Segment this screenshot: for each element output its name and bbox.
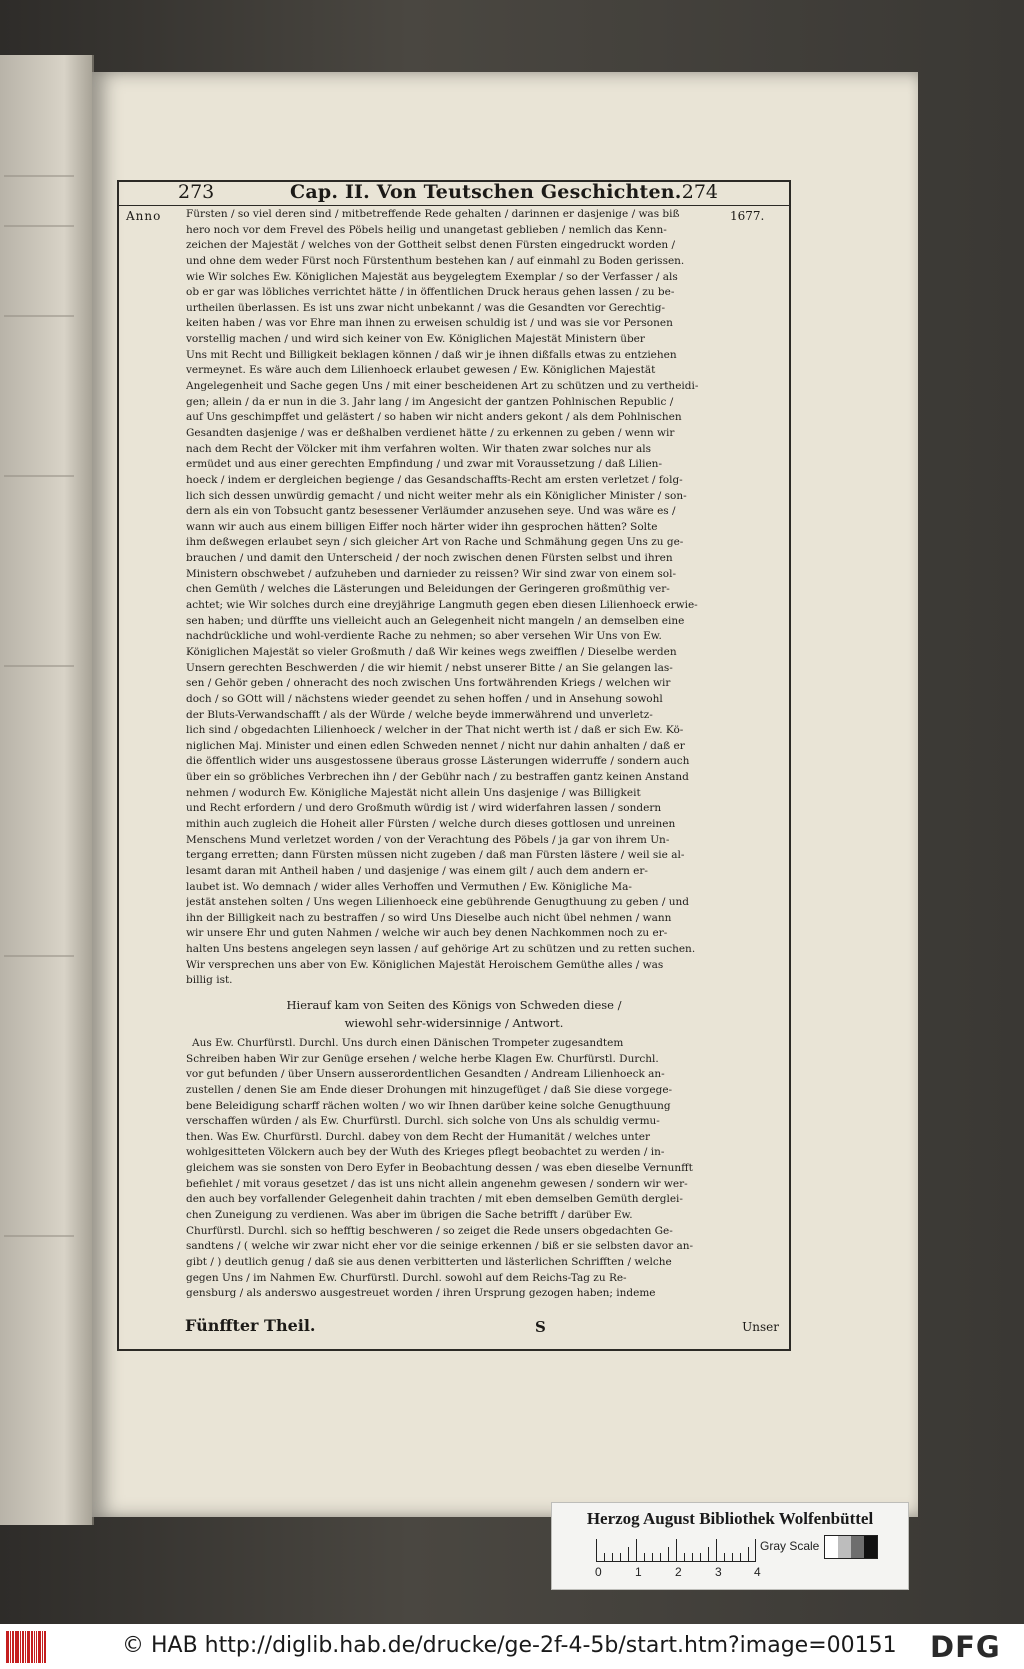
text-line: „ gibt / ) deutlich genug / daß sie aus denen verbitterten und lästerlichen Schrifften / welche [186,1255,722,1271]
text-line: » urtheilen überlassen. Es ist uns zwar nicht unbekannt / was die Gesandten vor Gerechtig- [186,301,722,317]
text-line: » sen haben; und dürffte uns vielleicht auch an Gelegenheit nicht mangeln / an demselben eine [186,614,722,630]
text-line: » halten Uns bestens angelegen seyn lassen / auf gehörige Art zu schützen und zu retten suchen. [186,942,722,958]
section-heading-line-1: Hierauf kam von Seiten des Königs von Schweden diese / [286,998,622,1012]
gray-scale-swatch [824,1535,878,1559]
ruler-number: 4 [754,1565,761,1579]
section-heading-line-2: wiewohl sehr-widersinnige / Antwort. [344,1016,564,1030]
text-line: » vermeynet. Es wäre auch dem Lilienhoeck erlaubet gewesen / Ew. Königlichen Majestät [186,363,722,379]
text-line: „ bene Beleidigung scharff rächen wolten / wo wir Ihnen darüber keine solche Genugthuung [186,1099,722,1115]
page-footer [117,1312,791,1344]
library-name: Herzog August Bibliothek Wolfenbüttel [586,1509,874,1528]
text-line: » gen; allein / da er nun in die 3. Jahr lang / im Angesicht der gantzen Pohlnischen Republic / [186,395,722,411]
text-line: „ befiehlet / mit voraus gesetzet / das ist uns nicht allein angenehm gewesen / sondern wir wer- [186,1177,722,1193]
ruler-number: 3 [715,1565,722,1579]
text-line: » mithin auch zugleich die Hoheit aller Fürsten / welche durch dieses gottlosen und unreinen [186,817,722,833]
text-line: » Fürsten / so viel deren sind / mitbetreffende Rede gehalten / darinnen er dasjenige / was biß [186,207,722,223]
text-line: » hoeck / indem er dergleichen begienge / das Gesandschaffts-Recht am ersten verletzet / folg- [186,473,722,489]
text-line: „ verschaffen würden / als Ew. Churfürstl. Durchl. sich solche von Uns als schuldig vermu- [186,1114,722,1130]
text-line: „ gegen Uns / im Nahmen Ew. Churfürstl. Durchl. sowohl auf dem Reichs-Tag zu Re- [186,1271,722,1287]
text-line: » nach dem Recht der Völcker mit ihm verfahren wolten. Wir thaten zwar solches nur als [186,442,722,458]
ruler-number: 0 [595,1565,602,1579]
scale-ruler [596,1539,756,1562]
text-line: » der Bluts-Verwandschafft / als der Würde / welche beyde immerwährend und unverletz- [186,708,722,724]
text-line: „ zustellen / denen Sie am Ende dieser Drohungen mit hinzugefüget / daß Sie diese vorgege- [186,1083,722,1099]
text-line: » ob er gar was löbliches verrichtet hätte / in öffentlichen Druck heraus gehen lassen / zu be- [186,285,722,301]
reply-body [186,1036,722,1302]
library-color-chart [551,1502,909,1590]
text-line: » Unsern gerechten Beschwerden / die wir hiemit / nebst unserer Bitte / an Sie gelangen las- [186,661,722,677]
volume-label: Fünffter Theil. [185,1316,316,1335]
text-line: „ sandtens / ( welche wir zwar nicht eher vor die seinige erkennen / biß er sie selbsten davor an- [186,1239,722,1255]
text-line: „ Churfürstl. Durchl. sich so hefftig beschweren / so zeiget die Rede unsers obgedachten Ge- [186,1224,722,1240]
text-line: » über ein so gröbliches Verbrechen ihn / der Gebühr nach / zu bestraffen gantz keinen Anstand [186,770,722,786]
text-line: » Angelegenheit und Sache gegen Uns / mit einer bescheidenen Art zu schützen und zu vertheidi- [186,379,722,395]
text-line: „ gensburg / als anderswo ausgestreuet worden / ihren Ursprung gezogen haben; indeme [186,1286,722,1302]
text-line: » wie Wir solches Ew. Königlichen Majestät aus beygelegtem Exemplar / so der Verfasser / als [186,270,722,286]
text-line: » brauchen / und damit den Unterscheid / der noch zwischen denen Fürsten selbst und ihren [186,551,722,567]
text-line: » wir unsere Ehr und guten Nahmen / welche wir auch bey denen Nachkommen noch zu er- [186,926,722,942]
text-line: » lesamt daran mit Antheil haben / und dasjenige / was einem gilt / auch dem andern er- [186,864,722,880]
text-line: » und Recht erfordern / und dero Großmuth würdig ist / wird widerfahren lassen / sondern [186,801,722,817]
text-line: » keiten haben / was vor Ehre man ihnen zu erweisen schuldig ist / und was sie vor Personen [186,316,722,332]
text-line: » lich sich dessen unwürdig gemacht / und nicht weiter mehr als ein Königlicher Minister / son- [186,489,722,505]
header-rule [117,205,791,206]
text-line: „ gleichem was sie sonsten von Dero Eyfer in Beobachtung dessen / was eben dieselbe Vernunfft [186,1161,722,1177]
text-line: » achtet; wie Wir solches durch eine dreyjährige Langmuth gegen eben diesen Lilienhoeck erwie- [186,598,722,614]
text-line: „ Schreiben haben Wir zur Genüge ersehen / welche herbe Klagen Ew. Churfürstl. Durchl. [186,1052,722,1068]
signature-mark: S [535,1318,546,1336]
text-line: » niglichen Maj. Minister und einen edlen Schweden nennet / nicht nur dahin anhalten / daß er [186,739,722,755]
status-bar [0,1624,1024,1669]
text-line: » wann wir auch aus einem billigen Eiffer noch härter wider ihn gesprochen hätten? Solte [186,520,722,536]
text-line: » nachdrückliche und wohl-verdiente Rache zu nehmen; so aber versehen Wir Uns von Ew. [186,629,722,645]
text-line: » Wir versprechen uns aber von Ew. Königlichen Majestät Heroischem Gemüthe alles / was [186,958,722,974]
barcode-icon [6,1631,46,1663]
text-line: » lich sind / obgedachten Lilienhoeck / welcher in der That nicht werth ist / daß er sich Ew. Kö- [186,723,722,739]
text-line: » auf Uns geschimpffet und gelästert / so haben wir nicht anders gekont / als dem Pohlnischen [186,410,722,426]
text-line: » zeichen der Majestät / welches von der Gottheit selbst denen Fürsten eingedruckt worden / [186,238,722,254]
text-line: » vorstellig machen / und wird sich keiner von Ew. Königlichen Majestät Ministern über [186,332,722,348]
text-line: » Königlichen Majestät so vieler Großmuth / daß Wir keines wegs zweifflen / Dieselbe werden [186,645,722,661]
text-line: » ihn der Billigkeit nach zu bestraffen / so wird Uns Dieselbe auch nicht übel nehmen / wann [186,911,722,927]
text-line: » dern als ein von Tobsucht gantz besessener Verläumder anzusehen seye. Und was wäre es / [186,504,722,520]
text-line: » ermüdet und aus einer gerechten Empfindung / und zwar mit Voraussetzung / daß Lilien- [186,457,722,473]
margin-year: 1677. [730,209,765,223]
text-line: „ vor gut befunden / über Unsern ausserordentlichen Gesandten / Andream Lilienhoeck an- [186,1067,722,1083]
source-link[interactable]: © HAB http://diglib.hab.de/drucke/ge-2f-4-5b/start.htm?image=00151 [122,1633,897,1658]
text-line: » doch / so GOtt will / nächstens wieder geendet zu sehen hoffen / und in Ansehung sowohl [186,692,722,708]
text-line: » die öffentlich wider uns ausgestossene überaus grosse Lästerungen widerruffe / sondern auch [186,754,722,770]
page-number-left: 273 [178,181,215,203]
ruler-number: 2 [675,1565,682,1579]
text-line: » Menschens Mund verletzet worden / von der Verachtung des Pöbels / ja gar von ihrem Un- [186,833,722,849]
text-line: » sen / Gehör geben / ohneracht des noch zwischen Uns fortwährenden Kriegs / welchen wir [186,676,722,692]
text-line: » chen Gemüth / welches die Lästerungen und Beleidungen der Geringeren großmüthig ver- [186,582,722,598]
text-line: „ then. Was Ew. Churfürstl. Durchl. dabey von dem Recht der Humanität / welches unter [186,1130,722,1146]
chapter-title: Cap. II. Von Teutschen Geschichten. [290,181,682,203]
text-line: » Uns mit Recht und Billigkeit beklagen können / daß wir je ihnen dißfalls etwas zu entziehen [186,348,722,364]
margin-anno: Anno [126,209,162,223]
text-line: „ den auch bey vorfallender Gelegenheit dahin trachten / mit eben demselben Gemüth derglei- [186,1192,722,1208]
text-line: „ Aus Ew. Churfürstl. Durchl. Uns durch einen Dänischen Trompeter zugesandtem [186,1036,722,1052]
text-line: „ wohlgesitteten Völckern auch bey der Wuth des Krieges pflegt beobachtet zu werden / in- [186,1145,722,1161]
text-line: » Gesandten dasjenige / was er deßhalben verdienet hätte / zu erkennen zu geben / wenn wir [186,426,722,442]
text-line: » nehmen / wodurch Ew. Königliche Majestät nicht allein Uns dasjenige / was Billigkeit [186,786,722,802]
facing-page-edge [0,55,94,1525]
text-line: „ chen Zuneigung zu verdienen. Was aber im übrigen die Sache betrifft / darüber Ew. [186,1208,722,1224]
text-line: » hero noch vor dem Frevel des Pöbels heilig und unangetast geblieben / nemlich das Kenn- [186,223,722,239]
dfg-logo: DFG [930,1630,1001,1664]
letter-body [186,207,722,989]
page-number-right: 274 [681,181,718,203]
text-line: » jestät anstehen solten / Uns wegen Lilienhoeck eine gebührende Genugthuung zu geben / und [186,895,722,911]
text-line: » billig ist. [186,973,722,989]
ruler-number: 1 [635,1565,642,1579]
text-line: » tergang erretten; dann Fürsten müssen nicht zugeben / daß man Fürsten lästere / weil sie al- [186,848,722,864]
text-line: » ihm deßwegen erlaubet seyn / sich gleicher Art von Rache und Schmähung gegen Uns zu ge- [186,535,722,551]
text-line: » laubet ist. Wo demnach / wider alles Verhoffen und Vermuthen / Ew. Königliche Ma- [186,880,722,896]
ruler-numbers [592,1565,762,1579]
running-head [178,181,718,205]
text-line: » Ministern obschwebet / aufzuheben und darnieder zu reissen? Wir sind zwar von einem sol- [186,567,722,583]
gray-scale-label: Gray Scale [760,1539,820,1553]
catchword: Unser [742,1320,779,1334]
text-line: » und ohne dem weder Fürst noch Fürstenthum bestehen kan / auf einmahl zu Boden gerissen. [186,254,722,270]
